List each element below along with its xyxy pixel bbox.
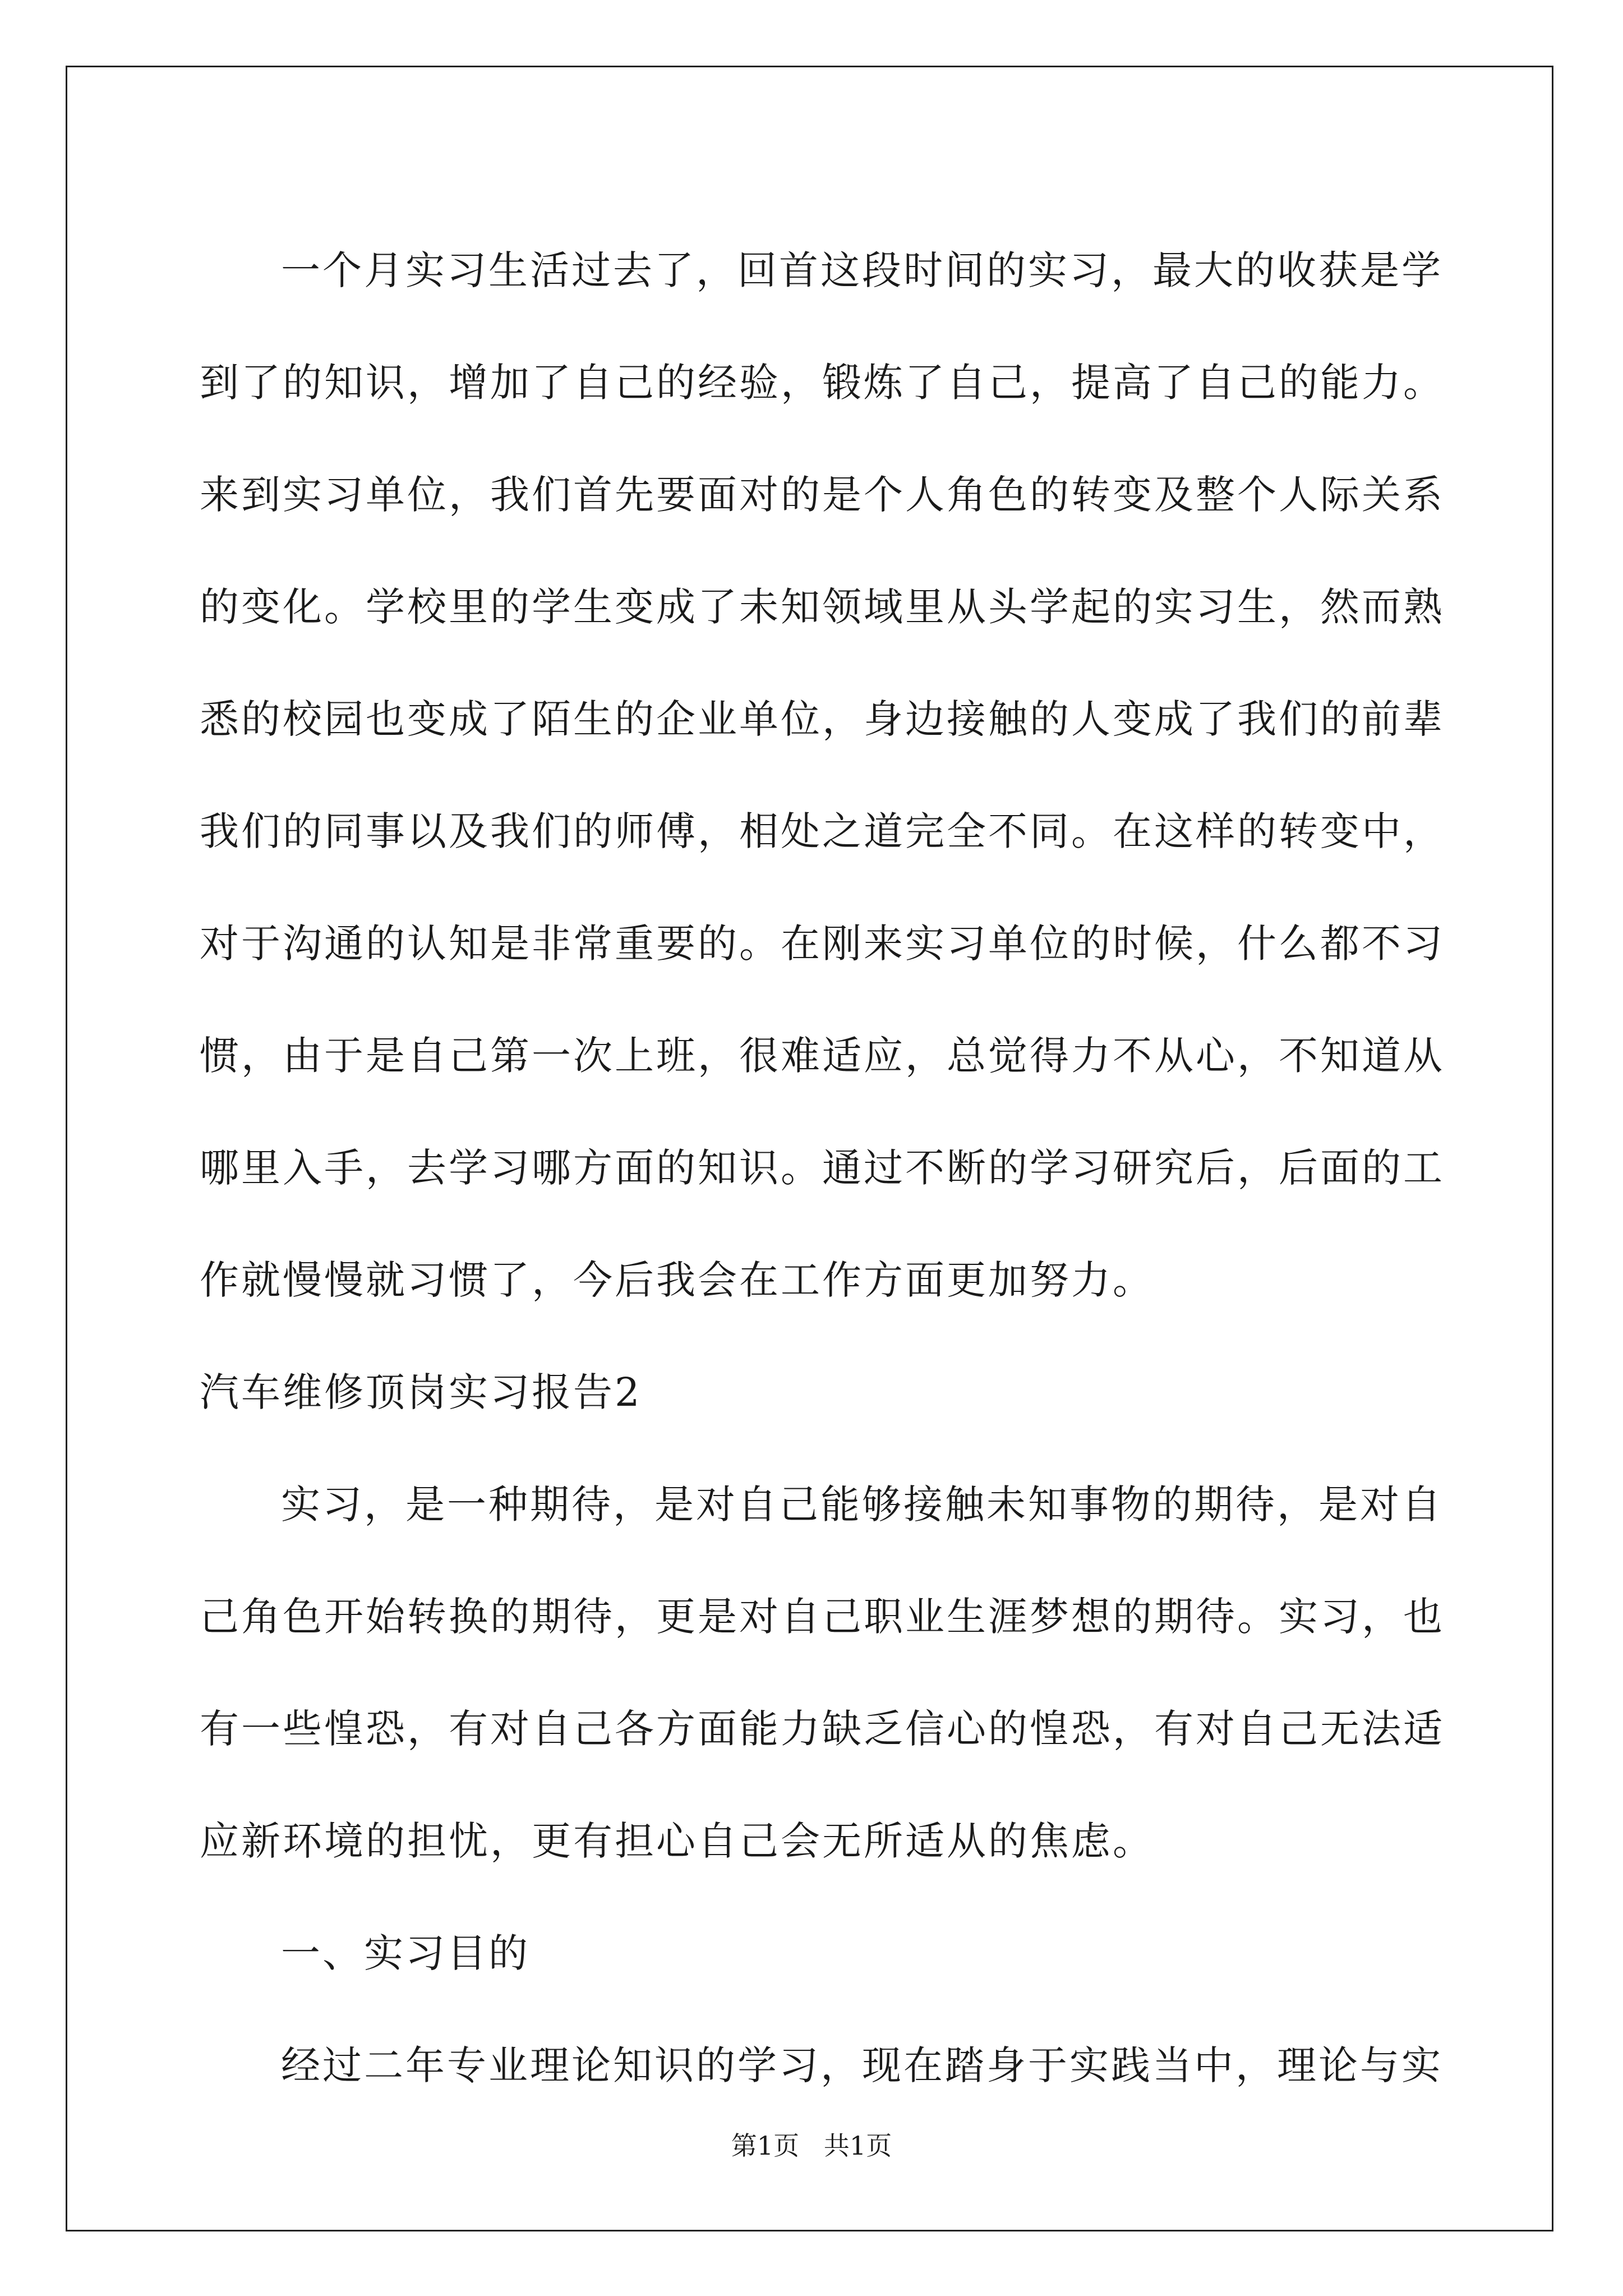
page-number-footer: 第1页 共1页 [731,2131,892,2161]
paragraph-line: 应新环境的担忧，更有担心自己会无所适从的焦虑。 [200,1818,1154,1864]
paragraph-line: 哪里入手，去学习哪方面的知识。通过不断的学习研究后，后面的工 [200,1145,1445,1191]
paragraph-line: 来到实习单位，我们首先要面对的是个人角色的转变及整个人际关系 [200,472,1445,518]
paragraph-line: 一个月实习生活过去了，回首这段时间的实习，最大的收获是学 [281,247,1443,293]
paragraph-line: 我们的同事以及我们的师傅，相处之道完全不同。在这样的转变中， [200,808,1445,854]
paragraph-line: 悉的校园也变成了陌生的企业单位，身边接触的人变成了我们的前辈 [200,696,1445,742]
document-body [200,214,1445,2122]
paragraph-line: 实习，是一种期待，是对自己能够接触未知事物的期待，是对自 [281,1481,1443,1527]
section-heading: 汽车维修顶岗实习报告2 [200,1369,642,1415]
paragraph-line: 作就慢慢就习惯了，今后我会在工作方面更加努力。 [200,1257,1154,1303]
paragraph-line: 对于沟通的认知是非常重要的。在刚来实习单位的时候，什么都不习 [200,921,1445,967]
paragraph-line: 己角色开始转换的期待，更是对自己职业生涯梦想的期待。实习，也 [200,1594,1445,1640]
paragraph-line: 的变化。学校里的学生变成了未知领域里从头学起的实习生，然而熟 [200,584,1445,630]
paragraph-line: 惯，由于是自己第一次上班，很难适应，总觉得力不从心，不知道从 [200,1033,1445,1079]
paragraph-line: 有一些惶恐，有对自己各方面能力缺乏信心的惶恐，有对自己无法适 [200,1706,1445,1752]
paragraph-line: 到了的知识，增加了自己的经验，锻炼了自己，提高了自己的能力。 [200,360,1445,406]
paragraph-line: 经过二年专业理论知识的学习，现在踏身于实践当中，理论与实 [281,2042,1443,2088]
subsection-heading: 一、实习目的 [281,1930,530,1976]
